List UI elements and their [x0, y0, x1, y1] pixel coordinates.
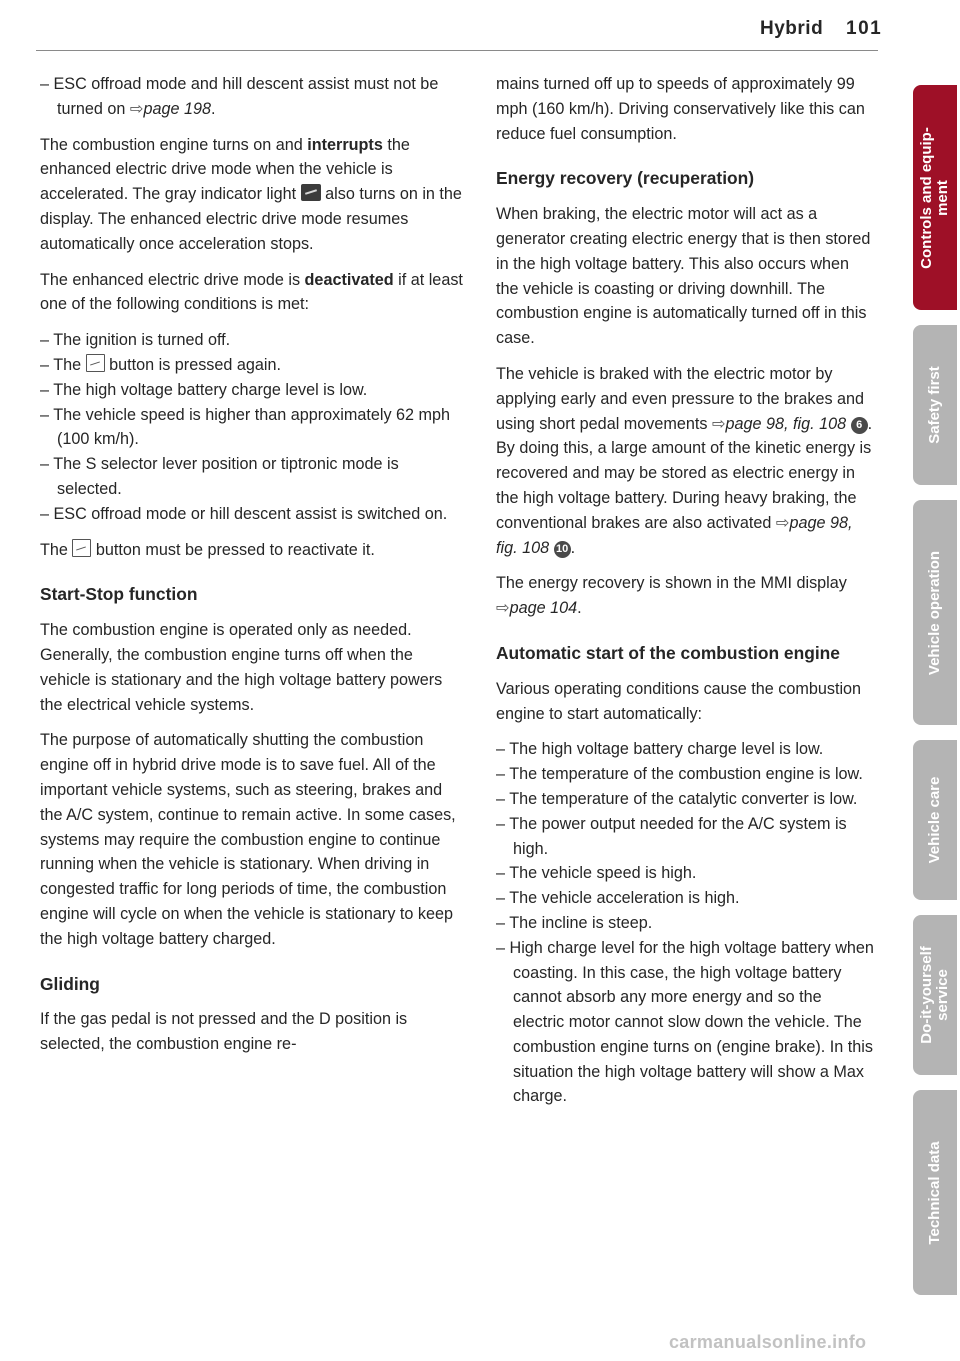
tab-label: Vehicle care	[926, 776, 943, 864]
list-item: – The temperature of the catalytic converter is low.	[496, 789, 858, 808]
list-item: – The vehicle acceleration is high.	[496, 889, 740, 908]
section-heading: Gliding	[40, 973, 100, 994]
list-item: – The button is pressed again.	[40, 355, 281, 374]
list-item: – High charge level for the high voltage battery when coasting. In this case, the high voltage battery cannot absorb any more energy and so the electric motor cannot slow down the vehicle. The combustion engine turns on (engine brake). In this situation the high voltage battery will show a Max charge.	[496, 938, 874, 1106]
paragraph: mains turned off up to speeds of approximately 99 mph (160 km/h). Driving conservatively like this can reduce fuel consumption.	[496, 75, 865, 143]
paragraph: The button must be pressed to reactivate it.	[40, 540, 375, 559]
tab-vehicle-operation[interactable]	[913, 500, 957, 725]
paragraph: Various operating conditions cause the combustion engine to start automatically:	[496, 679, 862, 723]
section-heading: Start-Stop function	[40, 584, 198, 605]
paragraph: The purpose of automatically shutting the combustion engine off in hybrid drive mode is to save fuel. All of the important vehicle systems, such as steering, brakes and the A/C system, continue to remain active. In some cases, systems may require the combustion engine to continue running when the vehicle is stationary. When driving in congested traffic for long periods of time, the combustion engine will cycle on when the vehicle is stationary to keep the high voltage battery charged.	[40, 731, 456, 948]
page-reference-link[interactable]: page 98, fig. 108	[725, 414, 847, 433]
ev-button-icon	[72, 539, 91, 557]
tab-label: Technical data	[926, 1140, 943, 1245]
paragraph: When braking, the electric motor will act as a generator creating electric energy that is then stored in the high voltage battery. This also occurs when the vehicle is coasting or driving downhill. The combustion engine is automatically turned off in this case.	[496, 205, 871, 348]
callout-number-icon: 10	[554, 541, 571, 558]
paragraph: If the gas pedal is not pressed and the D position is selected, the combustion engine re-	[40, 1010, 408, 1054]
page-reference-link[interactable]: page 104	[509, 599, 578, 618]
tab-do-it-yourself-service[interactable]	[913, 915, 957, 1075]
page-number: 101	[846, 18, 883, 39]
tab-vehicle-care[interactable]	[913, 740, 957, 900]
tab-label: Do-it-yourself service	[918, 946, 951, 1044]
list-item: – The vehicle speed is high.	[496, 864, 697, 883]
list-item: – The high voltage battery charge level is low.	[40, 380, 368, 399]
paragraph: The enhanced electric drive mode is deactivated if at least one of the following conditions is met:	[40, 270, 463, 314]
section-title: Hybrid	[760, 18, 824, 39]
list-item: – ESC offroad mode or hill descent assist is switched on.	[40, 504, 448, 523]
paragraph: The energy recovery is shown in the MMI display ⇨page 104.	[496, 574, 847, 618]
electric-drive-indicator-icon	[301, 184, 321, 201]
left-column	[40, 72, 465, 1068]
arrow-right-icon: ⇨	[711, 414, 726, 433]
list-item: – The temperature of the combustion engine is low.	[496, 765, 863, 784]
header-divider	[36, 50, 878, 51]
tab-controls-and-equipment[interactable]	[913, 85, 957, 310]
callout-number-icon: 6	[851, 417, 868, 434]
ev-button-icon	[86, 354, 105, 372]
page-reference-link[interactable]: page 198	[143, 99, 212, 118]
page-reference-link[interactable]: page 98, fig. 108	[496, 513, 853, 557]
watermark: carmanualsonline.info	[669, 1332, 867, 1352]
paragraph: The combustion engine turns on and interrupts the enhanced electric drive mode when the vehicle is accelerated. The gray indicator light also turns on in the display. The enhanced electric drive mode resumes automatically once acceleration stops.	[40, 135, 462, 253]
arrow-right-icon: ⇨	[496, 599, 510, 618]
section-heading: Automatic start of the combustion engine	[496, 642, 840, 663]
list-item: – The ignition is turned off.	[40, 331, 231, 350]
list-item: – The incline is steep.	[496, 913, 653, 932]
section-heading: Energy recovery (recuperation)	[496, 168, 755, 189]
list-item: – The vehicle speed is higher than approximately 62 mph (100 km/h).	[40, 405, 451, 449]
paragraph: The vehicle is braked with the electric motor by applying early and even pressure to the brakes and using short pedal movements ⇨page 98, fig. 108 6 . By doing this, a large amount of the kinetic energy is recovered and may be stored as electric energy in the high voltage battery. During heavy braking, the conventional brakes are also activated ⇨page 98, fig. 108 10 .	[496, 364, 873, 557]
tab-label: Vehicle operation	[926, 550, 943, 675]
list-item: – ESC offroad mode and hill descent assist must not be turned on ⇨page 198.	[40, 75, 439, 118]
list-item: – The S selector lever position or tiptronic mode is selected.	[40, 455, 399, 498]
tab-label: Safety first	[926, 366, 943, 444]
arrow-right-icon: ⇨	[129, 99, 144, 118]
list-item: – The power output needed for the A/C system is high.	[496, 814, 847, 858]
tab-technical-data[interactable]	[913, 1090, 957, 1295]
right-column	[496, 72, 874, 1109]
arrow-right-icon: ⇨	[775, 513, 790, 532]
list-item: – The high voltage battery charge level is low.	[496, 740, 824, 759]
paragraph: The combustion engine is operated only as needed. Generally, the combustion engine turns off when the vehicle is stationary and the high voltage battery powers the electrical vehicle systems.	[40, 621, 443, 714]
tab-label: Controls and equip- ment	[918, 126, 951, 269]
tab-safety-first[interactable]	[913, 325, 957, 485]
